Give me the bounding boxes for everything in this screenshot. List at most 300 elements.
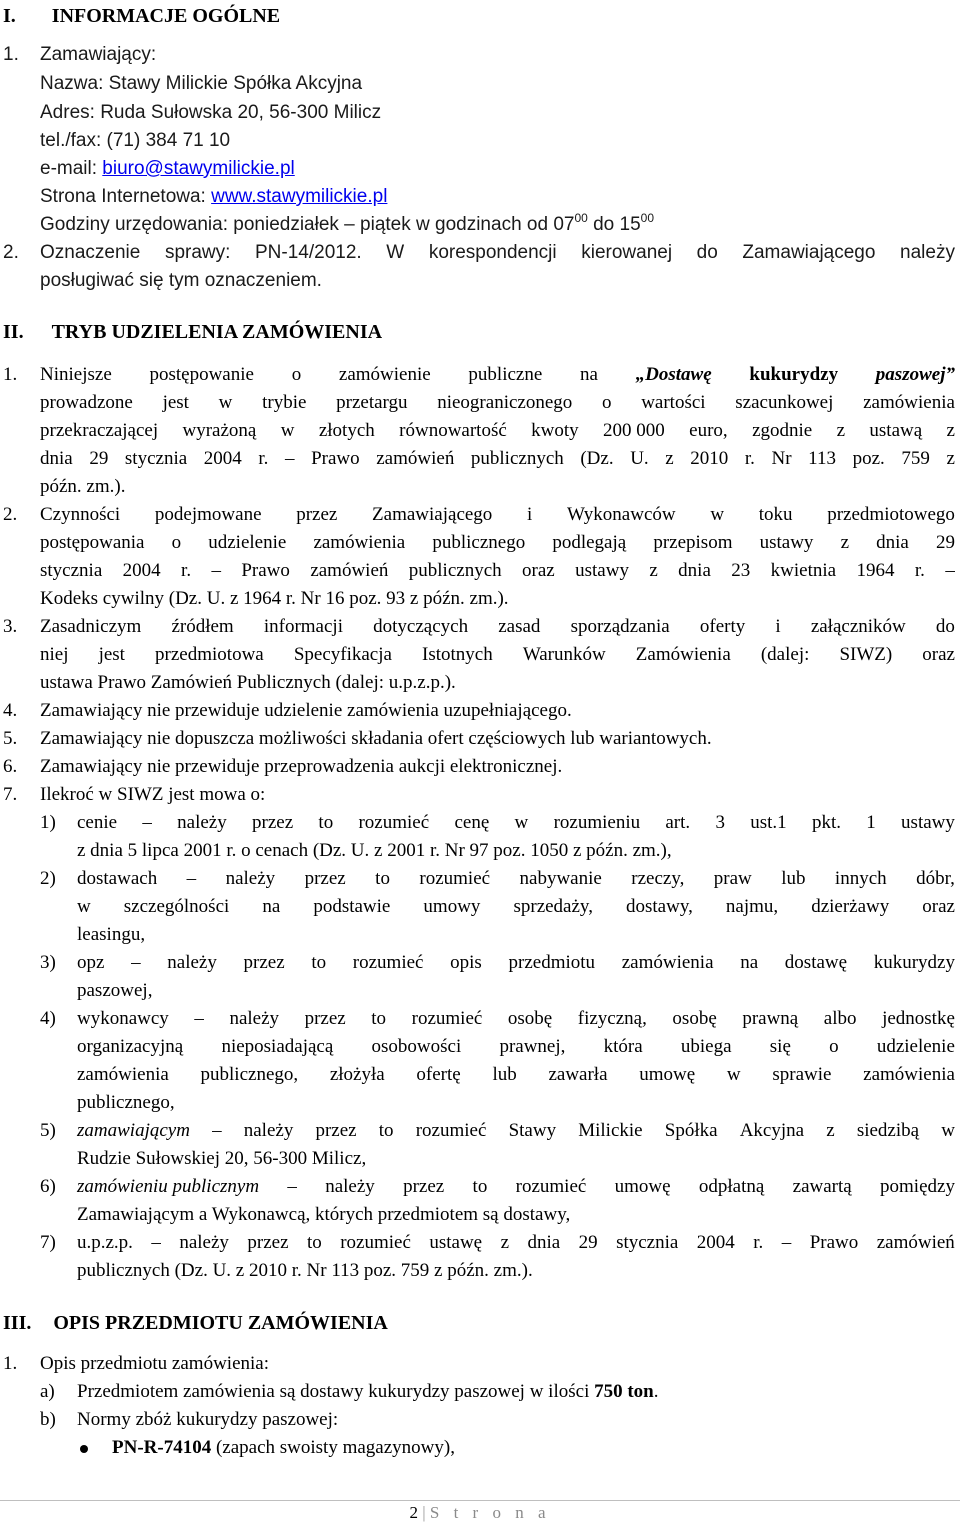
word: i <box>775 616 781 637</box>
word: zamówienia <box>621 952 714 973</box>
word: ofertę <box>416 1064 461 1085</box>
word: udzielenie <box>876 1036 955 1057</box>
word: z <box>665 448 674 469</box>
definition-number: 2) <box>40 868 56 889</box>
authority-phone: tel./fax: (71) 384 71 10 <box>40 130 231 151</box>
word: w <box>941 1120 955 1141</box>
section-title: INFORMACJE OGÓLNE <box>51 5 281 27</box>
contract-subject-word: kukurydzy <box>749 364 839 385</box>
definitions-intro: Ilekroć w SIWZ jest mowa o: <box>40 784 266 805</box>
definition-number: 6) <box>40 1176 56 1197</box>
word: jednostkę <box>882 1008 955 1029</box>
word: z <box>836 420 846 441</box>
item-number: 4. <box>3 700 18 721</box>
word: prawnej, <box>499 1036 566 1057</box>
word: zasad <box>498 616 541 637</box>
word: zamówienie <box>338 364 431 385</box>
word: 23 <box>731 560 751 581</box>
word: dnia <box>876 532 909 553</box>
definition-authority-line: Rudzie Sułowskiej 20, 56-300 Milicz, <box>77 1148 367 1169</box>
word: Prawo <box>311 448 360 469</box>
word: przez <box>296 504 338 525</box>
word: – <box>945 560 955 581</box>
word: rozumieć <box>358 812 430 833</box>
definition-authority-line <box>77 1118 955 1144</box>
definition-opz-line <box>77 950 955 976</box>
word: o <box>171 532 182 553</box>
word: podlegają <box>552 532 627 553</box>
word: toku <box>758 504 793 525</box>
definition-contractor-line: publicznego, <box>77 1092 175 1113</box>
word: dzierżawy <box>811 896 890 917</box>
word: w <box>280 420 295 441</box>
word: dotyczących <box>373 616 469 637</box>
contract-subject-word: „Dostawę <box>635 364 712 385</box>
word: pkt. <box>811 812 841 833</box>
word: publicznych <box>408 560 502 581</box>
contracting-authority-label: Zamawiający: <box>40 44 157 65</box>
word: to <box>306 1232 322 1253</box>
word: rozumieć <box>340 1232 411 1253</box>
word: 29 <box>578 1232 598 1253</box>
authority-website-row <box>40 184 387 210</box>
law-paragraph-line: Kodeks cywilny (Dz. U. z 1964 r. Nr 16 poz. 93 z późn. zm.). <box>40 588 509 609</box>
footer-divider <box>0 1500 960 1501</box>
word: fizyczną, <box>577 1008 647 1029</box>
source-paragraph-line <box>40 642 955 668</box>
word: w <box>77 896 91 917</box>
definition-number: 3) <box>40 952 56 973</box>
defined-term: zamówieniu publicznym <box>77 1176 260 1197</box>
standard-desc: (zapach swoisty magazynowy), <box>211 1437 455 1458</box>
word: Wykonawców <box>567 504 676 525</box>
word: przez <box>304 868 346 889</box>
section-number: III. <box>3 1312 32 1334</box>
word: najmu, <box>725 896 779 917</box>
standard-item <box>112 1435 455 1461</box>
word: 2010 <box>690 448 729 469</box>
word: rozumieć <box>515 1176 587 1197</box>
word: W <box>386 242 405 263</box>
word: zamówień <box>310 560 389 581</box>
word: umowę <box>639 1064 696 1085</box>
word: – <box>194 1008 204 1029</box>
word: należy <box>229 1008 280 1029</box>
word: przedmiotu <box>508 952 596 973</box>
word: opz <box>77 952 105 973</box>
word: Specyfikacja <box>293 644 392 665</box>
subject-quantity <box>77 1379 659 1405</box>
word: na <box>262 896 281 917</box>
definition-deliveries-line: leasingu, <box>77 924 146 945</box>
word: przedmiotowa <box>155 644 264 665</box>
word: – <box>284 448 295 469</box>
definition-deliveries-line <box>77 866 955 892</box>
word: r. <box>753 1232 764 1253</box>
word: innych <box>834 868 887 889</box>
word: zamówienia <box>77 1064 169 1085</box>
quantity-end: . <box>653 1381 659 1402</box>
word: ustawy <box>575 560 629 581</box>
no-supplementary-orders: Zamawiający nie przewiduje udzielenie zamówienia uzupełniającego. <box>40 700 572 721</box>
word: należy <box>177 812 227 833</box>
definition-contractor-line <box>77 1006 955 1032</box>
hours-sup-start: 00 <box>574 211 588 225</box>
source-paragraph-line <box>40 614 955 640</box>
quantity-text: Przedmiotem zamówienia są dostawy kukurydzy paszowej w ilości <box>77 1381 595 1402</box>
word: przez <box>403 1176 445 1197</box>
word: należy <box>225 868 276 889</box>
item-number: 7. <box>3 784 18 805</box>
word: Zamawiającego <box>372 504 493 525</box>
website-link[interactable]: www.stawymilickie.pl <box>211 186 388 207</box>
word: z <box>946 448 955 469</box>
word: z <box>946 420 955 441</box>
word: należy <box>900 242 955 263</box>
no-electronic-auction: Zamawiający nie przewiduje przeprowadzenia aukcji elektronicznej. <box>40 756 563 777</box>
word: podejmowane <box>154 504 262 525</box>
word: szacunkowej <box>735 392 834 413</box>
law-paragraph-line <box>40 502 955 528</box>
word: o <box>291 364 302 385</box>
word: pomiędzy <box>880 1176 955 1197</box>
word: przez <box>247 1232 289 1253</box>
word: dóbr, <box>916 868 955 889</box>
word: kukurydzy <box>873 952 955 973</box>
word: przetargu <box>336 392 408 413</box>
procedure-paragraph-line <box>40 446 955 472</box>
word: dnia <box>40 448 73 469</box>
quantity-value: 750 ton <box>594 1381 654 1402</box>
word: (Dz. <box>580 448 614 469</box>
word: Milickie <box>578 1120 643 1141</box>
word: – <box>212 1120 222 1141</box>
item-number: 3. <box>3 616 18 637</box>
word: z <box>500 1232 509 1253</box>
word: w <box>514 812 529 833</box>
word: dnia <box>527 1232 561 1253</box>
word: w <box>726 1064 741 1085</box>
word: 29 <box>89 448 109 469</box>
authority-address: Adres: Ruda Sułowska 20, 56-300 Milicz <box>40 102 382 123</box>
word: na <box>740 952 759 973</box>
word: sprawy: <box>164 242 231 263</box>
word: zamówienia <box>863 392 955 413</box>
word: SIWZ) <box>839 644 893 665</box>
page-number: 2 <box>409 1503 418 1522</box>
word: – <box>151 1232 161 1253</box>
definition-number: 4) <box>40 1008 56 1029</box>
word: – <box>781 1232 792 1253</box>
word: to <box>375 868 390 889</box>
word: szczególności <box>123 896 230 917</box>
definition-contractor-line <box>77 1034 955 1060</box>
word: 113 <box>808 448 836 469</box>
definition-deliveries-line <box>77 894 955 920</box>
word: opis <box>450 952 482 973</box>
word: 759 <box>901 448 930 469</box>
word: stycznia <box>616 1232 679 1253</box>
word: siedzibą <box>856 1120 920 1141</box>
word: rozumieć <box>352 952 424 973</box>
word: stycznia <box>40 560 103 581</box>
sub-item-letter: b) <box>40 1409 56 1430</box>
word: zamówień <box>876 1232 955 1253</box>
word: należy <box>325 1176 375 1197</box>
word: wyrażoną <box>182 420 257 441</box>
word: ust.1 <box>750 812 787 833</box>
word: przez <box>304 1008 346 1029</box>
word: Warunków <box>522 644 606 665</box>
word: ustawy <box>901 812 955 833</box>
word: Zasadniczym <box>40 616 142 637</box>
word: to <box>371 1008 387 1029</box>
word: z <box>826 1120 835 1141</box>
word: trybie <box>262 392 307 413</box>
word: rozumieniu <box>553 812 641 833</box>
word: Nr <box>771 448 792 469</box>
word: rozumieć <box>415 1120 487 1141</box>
word: dostawy, <box>626 896 693 917</box>
procedure-paragraph-line <box>40 362 955 388</box>
word: osobowości <box>371 1036 462 1057</box>
word: z <box>840 532 849 553</box>
word: jest <box>98 644 125 665</box>
footer-separator: | <box>422 1503 426 1522</box>
definition-number: 1) <box>40 812 56 833</box>
word: art. <box>665 812 691 833</box>
word: prowadzone <box>40 392 133 413</box>
word: zamówień <box>376 448 455 469</box>
sub-item-letter: a) <box>40 1381 55 1402</box>
word: to <box>472 1176 488 1197</box>
word: prawną <box>742 1008 799 1029</box>
word: przekraczającej <box>40 420 159 441</box>
section-heading-2 <box>3 319 382 345</box>
hours-text: Godziny urzędowania: poniedziałek – piątek w godzinach od 07 <box>40 214 575 235</box>
hours-text-mid: do 15 <box>587 214 641 235</box>
website-label: Strona Internetowa: <box>40 186 212 207</box>
section-heading-1 <box>3 3 280 29</box>
word: oraz <box>922 896 955 917</box>
word: umowy <box>423 896 481 917</box>
office-hours <box>40 212 654 238</box>
word: Czynności <box>40 504 121 525</box>
word: – <box>287 1176 297 1197</box>
definition-upzp-line: publicznych (Dz. U. z 2010 r. Nr 113 poz. 759 z późn. zm.). <box>77 1260 533 1281</box>
word: zamówienia <box>313 532 406 553</box>
word: Istotnych <box>422 644 493 665</box>
word: sprawie <box>772 1064 832 1085</box>
word: przez <box>243 952 285 973</box>
definition-price-line: z dnia 5 lipca 2001 r. o cenach (Dz. U. z 2001 r. Nr 97 poz. 1050 z późn. zm.), <box>77 840 672 861</box>
word: r. <box>914 560 925 581</box>
word: oraz <box>922 644 955 665</box>
word: do <box>696 242 718 263</box>
word: 1964 <box>856 560 895 581</box>
word: sporządzania <box>570 616 670 637</box>
word: r. <box>258 448 269 469</box>
standards-label: Normy zbóż kukurydzy paszowej: <box>77 1409 339 1430</box>
word: 1 <box>866 812 876 833</box>
word: przez <box>315 1120 357 1141</box>
definition-number: 7) <box>40 1232 56 1253</box>
word: cenie <box>77 812 118 833</box>
word: r. <box>181 560 192 581</box>
word: Zamówienia <box>635 644 731 665</box>
word: to <box>378 1120 394 1141</box>
word: o <box>601 392 612 413</box>
word: postępowania <box>40 532 145 553</box>
word: w <box>218 392 233 413</box>
word: PN-14/2012. <box>255 242 362 263</box>
word: zawartą <box>792 1176 852 1197</box>
word: przedmiotowego <box>827 504 955 525</box>
word: oraz <box>522 560 555 581</box>
law-paragraph-line <box>40 530 955 556</box>
word: zgodnie <box>752 420 813 441</box>
word: kwoty <box>531 420 579 441</box>
word: informacji <box>263 616 343 637</box>
word: i <box>527 504 533 525</box>
email-label: e-mail: <box>40 158 103 179</box>
section-number: I. <box>3 5 16 27</box>
page-footer <box>0 1503 960 1523</box>
word: Prawo <box>241 560 290 581</box>
word: Akcyjna <box>739 1120 805 1141</box>
word: kierowanej <box>581 242 673 263</box>
word: lub <box>492 1064 517 1085</box>
word: odpłatną <box>698 1176 765 1197</box>
word: dostawę <box>784 952 848 973</box>
word: to <box>318 812 334 833</box>
word: ustawy <box>759 532 814 553</box>
word: 3 <box>715 812 725 833</box>
word: ubiega <box>680 1036 732 1057</box>
word: nieposiadającą <box>221 1036 334 1057</box>
definition-price-line <box>77 810 955 836</box>
word: ustawą <box>869 420 923 441</box>
item-number: 2. <box>3 504 18 525</box>
law-paragraph-line <box>40 558 955 584</box>
source-paragraph-line: ustawa Prawo Zamówień Publicznych (dalej: u.p.z.p.). <box>40 672 456 693</box>
word: źródłem <box>171 616 234 637</box>
case-reference <box>40 240 955 266</box>
definition-public-contract-line <box>77 1174 955 1200</box>
word: sprzedaży, <box>513 896 593 917</box>
defined-term: zamawiającym <box>77 1120 190 1141</box>
word: euro, <box>689 420 728 441</box>
definition-number: 5) <box>40 1120 56 1141</box>
word: umowę <box>614 1176 671 1197</box>
word: wartości <box>641 392 706 413</box>
word: do <box>935 616 955 637</box>
word: poz. <box>852 448 885 469</box>
word: rozumieć <box>411 1008 483 1029</box>
word: publicznego <box>432 532 526 553</box>
subject-description-label: Opis przedmiotu zamówienia: <box>40 1353 269 1374</box>
word: ustawę <box>429 1232 483 1253</box>
word: to <box>311 952 327 973</box>
definition-contractor-line <box>77 1062 955 1088</box>
word: przepisom <box>653 532 733 553</box>
word: zamówienia <box>863 1064 955 1085</box>
standard-code: PN-R-74104 <box>112 1437 212 1458</box>
word: kwietnia <box>770 560 837 581</box>
word: u.p.z.p. <box>77 1232 133 1253</box>
item-number: 1. <box>3 364 18 385</box>
word: korespondencji <box>428 242 557 263</box>
authority-email-row <box>40 156 295 182</box>
word: 200 000 <box>603 420 665 441</box>
definition-public-contract-line: Zamawiającym a Wykonawcą, których przedmiotem są dostawy, <box>77 1204 571 1225</box>
word: zawarła <box>548 1064 608 1085</box>
word: Oznaczenie <box>40 242 141 263</box>
footer-label: S t r o n a <box>429 1503 551 1522</box>
word: publiczne <box>468 364 543 385</box>
word: jest <box>162 392 189 413</box>
definition-upzp-line <box>77 1230 955 1256</box>
word: Spółka <box>664 1120 718 1141</box>
section-title: TRYB UDZIELENIA ZAMÓWIENIA <box>51 321 383 343</box>
bullet-icon <box>80 1445 88 1453</box>
case-reference-cont: posługiwać się tym oznaczeniem. <box>40 270 322 291</box>
word: stycznia <box>124 448 188 469</box>
word: – <box>186 868 197 889</box>
word: przez <box>252 812 294 833</box>
item-number: 1. <box>3 1353 18 1374</box>
section-number: II. <box>3 321 24 343</box>
word: Stawy <box>508 1120 557 1141</box>
email-link[interactable]: biuro@stawymilickie.pl <box>102 158 295 179</box>
word: 2004 <box>696 1232 735 1253</box>
word: praw <box>713 868 752 889</box>
word: organizacyjną <box>77 1036 184 1057</box>
word: na <box>580 364 598 385</box>
word: z <box>649 560 658 581</box>
word: w <box>710 504 725 525</box>
word: – <box>211 560 221 581</box>
word: albo <box>823 1008 857 1029</box>
word: cenę <box>454 812 490 833</box>
word: o <box>829 1036 839 1057</box>
word: która <box>603 1036 643 1057</box>
word: r. <box>744 448 755 469</box>
section-title: OPIS PRZEDMIOTU ZAMÓWIENIA <box>53 1312 388 1334</box>
contract-subject-word: paszowej” <box>875 364 955 385</box>
word: złożyła <box>329 1064 385 1085</box>
word: osobę <box>672 1008 717 1029</box>
word: należy <box>243 1120 294 1141</box>
item-number: 1. <box>3 44 19 65</box>
word: – <box>142 812 152 833</box>
word: Zamawiającego <box>742 242 876 263</box>
item-number: 5. <box>3 728 18 749</box>
word: Niniejsze <box>40 364 112 385</box>
procedure-paragraph-line <box>40 418 955 444</box>
word: wykonawcy <box>77 1008 169 1029</box>
word: nieograniczonego <box>437 392 573 413</box>
hours-sup-end: 00 <box>640 211 655 225</box>
word: U. <box>630 448 649 469</box>
item-number: 2. <box>3 242 19 263</box>
word: rzeczy, <box>631 868 685 889</box>
definition-opz-line: paszowej, <box>77 980 153 1001</box>
word: osobę <box>507 1008 553 1029</box>
word: rozumieć <box>419 868 491 889</box>
word: złotych <box>318 420 375 441</box>
word: (dalej: <box>760 644 810 665</box>
